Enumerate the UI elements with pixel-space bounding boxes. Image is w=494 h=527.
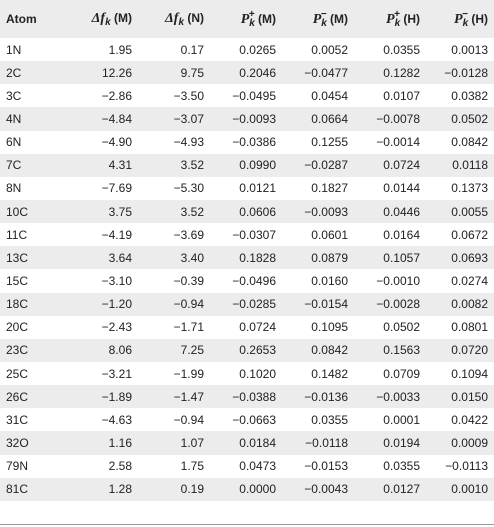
value-cell-pp_h: 0.0127 [348, 478, 420, 501]
table-row [0, 455, 494, 478]
value-cell-df_n: 1.07 [132, 431, 204, 454]
value-cell-pm_h: 0.0055 [420, 200, 494, 223]
value-cell-pm_m: −0.0093 [276, 200, 348, 223]
value-cell-pp_h: 0.0107 [348, 84, 420, 107]
value-cell-pp_m: 0.1828 [204, 246, 276, 269]
table-row [0, 131, 494, 154]
value-cell-pm_h: 0.0010 [420, 478, 494, 501]
value-cell-pp_m: 0.2653 [204, 339, 276, 362]
atom-cell: 4N [0, 107, 62, 130]
table-row [0, 408, 494, 431]
value-cell-pm_m: −0.0287 [276, 154, 348, 177]
value-cell-pp_h: 0.0724 [348, 154, 420, 177]
header-subscript: k [321, 18, 327, 29]
value-cell-df_m: 8.06 [62, 339, 132, 362]
value-cell-pm_m: 0.1827 [276, 177, 348, 200]
value-cell-pm_m: 0.0842 [276, 339, 348, 362]
header-symbol: P [454, 12, 463, 27]
header-row [0, 0, 494, 38]
value-cell-pm_h: −0.0113 [420, 455, 494, 478]
value-cell-df_m: −4.84 [62, 107, 132, 130]
atom-cell: 25C [0, 362, 62, 385]
value-cell-pp_h: 0.0355 [348, 455, 420, 478]
table-row [0, 107, 494, 130]
value-cell-df_m: −7.69 [62, 177, 132, 200]
table-row [0, 38, 494, 61]
value-cell-pp_h: 0.0355 [348, 38, 420, 61]
atom-cell: 26C [0, 385, 62, 408]
value-cell-df_n: 3.52 [132, 200, 204, 223]
value-cell-pm_h: 0.0082 [420, 293, 494, 316]
header-suffix: (H) [468, 12, 488, 26]
atom-cell: 13C [0, 246, 62, 269]
value-cell-pp_h: 0.0446 [348, 200, 420, 223]
table-row [0, 223, 494, 246]
value-cell-pm_h: 0.0422 [420, 408, 494, 431]
table-body [0, 38, 494, 501]
atom-cell: 2C [0, 61, 62, 84]
value-cell-pp_m: 0.0184 [204, 431, 276, 454]
header-symbol: P [312, 12, 322, 27]
value-cell-df_n: 3.40 [132, 246, 204, 269]
value-cell-df_n: 3.52 [132, 154, 204, 177]
table-row [0, 339, 494, 362]
header-subscript: k [394, 18, 401, 29]
column-header-pm_h [420, 0, 494, 38]
header-subscript: k [249, 18, 255, 29]
value-cell-df_n: −0.39 [132, 269, 204, 292]
value-cell-df_n: 0.17 [132, 38, 204, 61]
header-symbol: Δf [164, 10, 179, 26]
value-cell-pm_m: 0.0052 [276, 38, 348, 61]
value-cell-df_m: −2.86 [62, 84, 132, 107]
value-cell-pm_m: −0.0118 [276, 431, 348, 454]
table-row [0, 61, 494, 84]
table-row [0, 84, 494, 107]
table-row [0, 269, 494, 292]
value-cell-df_m: −3.21 [62, 362, 132, 385]
table-row [0, 316, 494, 339]
value-cell-df_n: −0.94 [132, 408, 204, 431]
table-row [0, 385, 494, 408]
table-row [0, 362, 494, 385]
value-cell-pp_m: −0.0496 [204, 269, 276, 292]
table-row [0, 293, 494, 316]
value-cell-pm_h: 0.0693 [420, 246, 494, 269]
value-cell-df_m: −3.10 [62, 269, 132, 292]
value-cell-pp_h: 0.0144 [348, 177, 420, 200]
value-cell-pm_h: 0.0672 [420, 223, 494, 246]
value-cell-df_m: −4.63 [62, 408, 132, 431]
value-cell-pp_m: 0.0473 [204, 455, 276, 478]
value-cell-df_m: −2.43 [62, 316, 132, 339]
value-cell-pp_m: 0.0990 [204, 154, 276, 177]
value-cell-pm_h: 0.0801 [420, 316, 494, 339]
value-cell-df_m: 1.95 [62, 38, 132, 61]
value-cell-pp_h: 0.0709 [348, 362, 420, 385]
value-cell-pp_m: 0.0606 [204, 200, 276, 223]
value-cell-df_n: −4.93 [132, 131, 204, 154]
header-superscript: + [248, 9, 255, 20]
header-suffix: (H) [400, 12, 420, 26]
bottom-rule [0, 524, 494, 525]
value-cell-pp_m: −0.0307 [204, 223, 276, 246]
value-cell-pm_h: 0.0502 [420, 107, 494, 130]
value-cell-pm_m: −0.0153 [276, 455, 348, 478]
value-cell-df_n: −3.69 [132, 223, 204, 246]
value-cell-pm_h: 0.0842 [420, 131, 494, 154]
value-cell-df_m: 3.75 [62, 200, 132, 223]
value-cell-pp_h: 0.1057 [348, 246, 420, 269]
atom-cell: 3C [0, 84, 62, 107]
column-header-atom [0, 0, 62, 38]
value-cell-pm_m: 0.0879 [276, 246, 348, 269]
value-cell-pp_h: 0.0164 [348, 223, 420, 246]
value-cell-df_m: 3.64 [62, 246, 132, 269]
value-cell-pm_h: 0.0150 [420, 385, 494, 408]
value-cell-pp_m: −0.0495 [204, 84, 276, 107]
table-row [0, 478, 494, 501]
header-suffix: (M) [110, 10, 132, 25]
value-cell-df_n: −3.07 [132, 107, 204, 130]
value-cell-df_m: 12.26 [62, 61, 132, 84]
value-cell-pp_m: 0.2046 [204, 61, 276, 84]
value-cell-df_n: −5.30 [132, 177, 204, 200]
value-cell-pp_m: 0.1020 [204, 362, 276, 385]
value-cell-df_n: 1.75 [132, 455, 204, 478]
value-cell-pp_h: −0.0078 [348, 107, 420, 130]
table-row [0, 200, 494, 223]
value-cell-pp_m: 0.0000 [204, 478, 276, 501]
atom-cell: 79N [0, 455, 62, 478]
value-cell-df_m: 1.16 [62, 431, 132, 454]
header-symbol: P [386, 12, 395, 27]
header-suffix: (M) [326, 12, 348, 26]
atom-cell: 18C [0, 293, 62, 316]
table-row [0, 154, 494, 177]
value-cell-pm_m: 0.0664 [276, 107, 348, 130]
atom-cell: 20C [0, 316, 62, 339]
value-cell-pm_h: 0.1094 [420, 362, 494, 385]
value-cell-pp_h: 0.1282 [348, 61, 420, 84]
value-cell-df_n: −3.50 [132, 84, 204, 107]
header-superscript: − [462, 9, 468, 20]
value-cell-pp_m: 0.0121 [204, 177, 276, 200]
atom-cell: 11C [0, 223, 62, 246]
value-cell-pm_h: 0.0118 [420, 154, 494, 177]
value-cell-pm_h: 0.0009 [420, 431, 494, 454]
value-cell-pp_h: 0.0001 [348, 408, 420, 431]
value-cell-pp_m: −0.0388 [204, 385, 276, 408]
value-cell-pp_h: −0.0033 [348, 385, 420, 408]
value-cell-pp_m: −0.0093 [204, 107, 276, 130]
value-cell-df_m: 1.28 [62, 478, 132, 501]
table-row [0, 431, 494, 454]
header-superscript: + [394, 9, 400, 20]
value-cell-pp_h: −0.0014 [348, 131, 420, 154]
header-suffix: (N) [184, 10, 204, 25]
value-cell-df_n: −1.71 [132, 316, 204, 339]
value-cell-pm_m: −0.0477 [276, 61, 348, 84]
value-cell-pp_m: 0.0724 [204, 316, 276, 339]
value-cell-pm_m: 0.0454 [276, 84, 348, 107]
header-subscript: k [105, 16, 111, 28]
value-cell-pp_m: −0.0386 [204, 131, 276, 154]
value-cell-pm_h: 0.1373 [420, 177, 494, 200]
atom-cell: 23C [0, 339, 62, 362]
value-cell-df_m: 2.58 [62, 455, 132, 478]
value-cell-df_n: 9.75 [132, 61, 204, 84]
value-cell-pm_m: 0.1482 [276, 362, 348, 385]
value-cell-pp_m: −0.0285 [204, 293, 276, 316]
value-cell-pp_h: 0.1563 [348, 339, 420, 362]
value-cell-pm_h: 0.0720 [420, 339, 494, 362]
value-cell-pm_m: −0.0136 [276, 385, 348, 408]
value-cell-df_m: 4.31 [62, 154, 132, 177]
column-header-pp_h [348, 0, 420, 38]
atom-cell: 81C [0, 478, 62, 501]
column-header-label: Atom [6, 12, 37, 26]
value-cell-pm_m: 0.0355 [276, 408, 348, 431]
atom-cell: 31C [0, 408, 62, 431]
value-cell-pp_h: 0.0194 [348, 431, 420, 454]
value-cell-df_n: 0.19 [132, 478, 204, 501]
value-cell-pp_m: 0.0265 [204, 38, 276, 61]
value-cell-df_m: −4.90 [62, 131, 132, 154]
value-cell-df_n: −1.99 [132, 362, 204, 385]
value-cell-df_m: −1.20 [62, 293, 132, 316]
value-cell-pm_m: 0.0601 [276, 223, 348, 246]
value-cell-pm_h: 0.0382 [420, 84, 494, 107]
column-header-df_m [62, 0, 132, 38]
header-subscript: k [462, 18, 469, 29]
value-cell-pm_h: −0.0128 [420, 61, 494, 84]
atom-cell: 1N [0, 38, 62, 61]
atom-cell: 10C [0, 200, 62, 223]
column-header-pp_m [204, 0, 276, 38]
header-subscript: k [178, 16, 184, 28]
value-cell-pp_h: −0.0010 [348, 269, 420, 292]
value-cell-df_n: −0.94 [132, 293, 204, 316]
table-header [0, 0, 494, 38]
value-cell-pm_m: 0.0160 [276, 269, 348, 292]
column-header-df_n [132, 0, 204, 38]
value-cell-df_m: −4.19 [62, 223, 132, 246]
atom-cell: 15C [0, 269, 62, 292]
atom-cell: 6N [0, 131, 62, 154]
value-cell-pm_h: 0.0274 [420, 269, 494, 292]
header-suffix: (M) [254, 12, 276, 26]
value-cell-pm_m: 0.1095 [276, 316, 348, 339]
value-cell-pp_m: −0.0663 [204, 408, 276, 431]
atom-cell: 32O [0, 431, 62, 454]
atom-cell: 7C [0, 154, 62, 177]
value-cell-pp_h: 0.0502 [348, 316, 420, 339]
value-cell-df_n: 7.25 [132, 339, 204, 362]
value-cell-pm_m: 0.1255 [276, 131, 348, 154]
value-cell-pp_h: −0.0028 [348, 293, 420, 316]
value-cell-df_m: −1.89 [62, 385, 132, 408]
value-cell-pm_m: −0.0043 [276, 478, 348, 501]
atom-cell: 8N [0, 177, 62, 200]
table-row [0, 177, 494, 200]
value-cell-pm_m: −0.0154 [276, 293, 348, 316]
header-symbol: Δf [91, 10, 106, 26]
header-symbol: P [240, 12, 250, 27]
value-cell-pm_h: 0.0013 [420, 38, 494, 61]
value-cell-df_n: −1.47 [132, 385, 204, 408]
column-header-pm_m [276, 0, 348, 38]
table-row [0, 246, 494, 269]
header-superscript: − [320, 9, 327, 20]
